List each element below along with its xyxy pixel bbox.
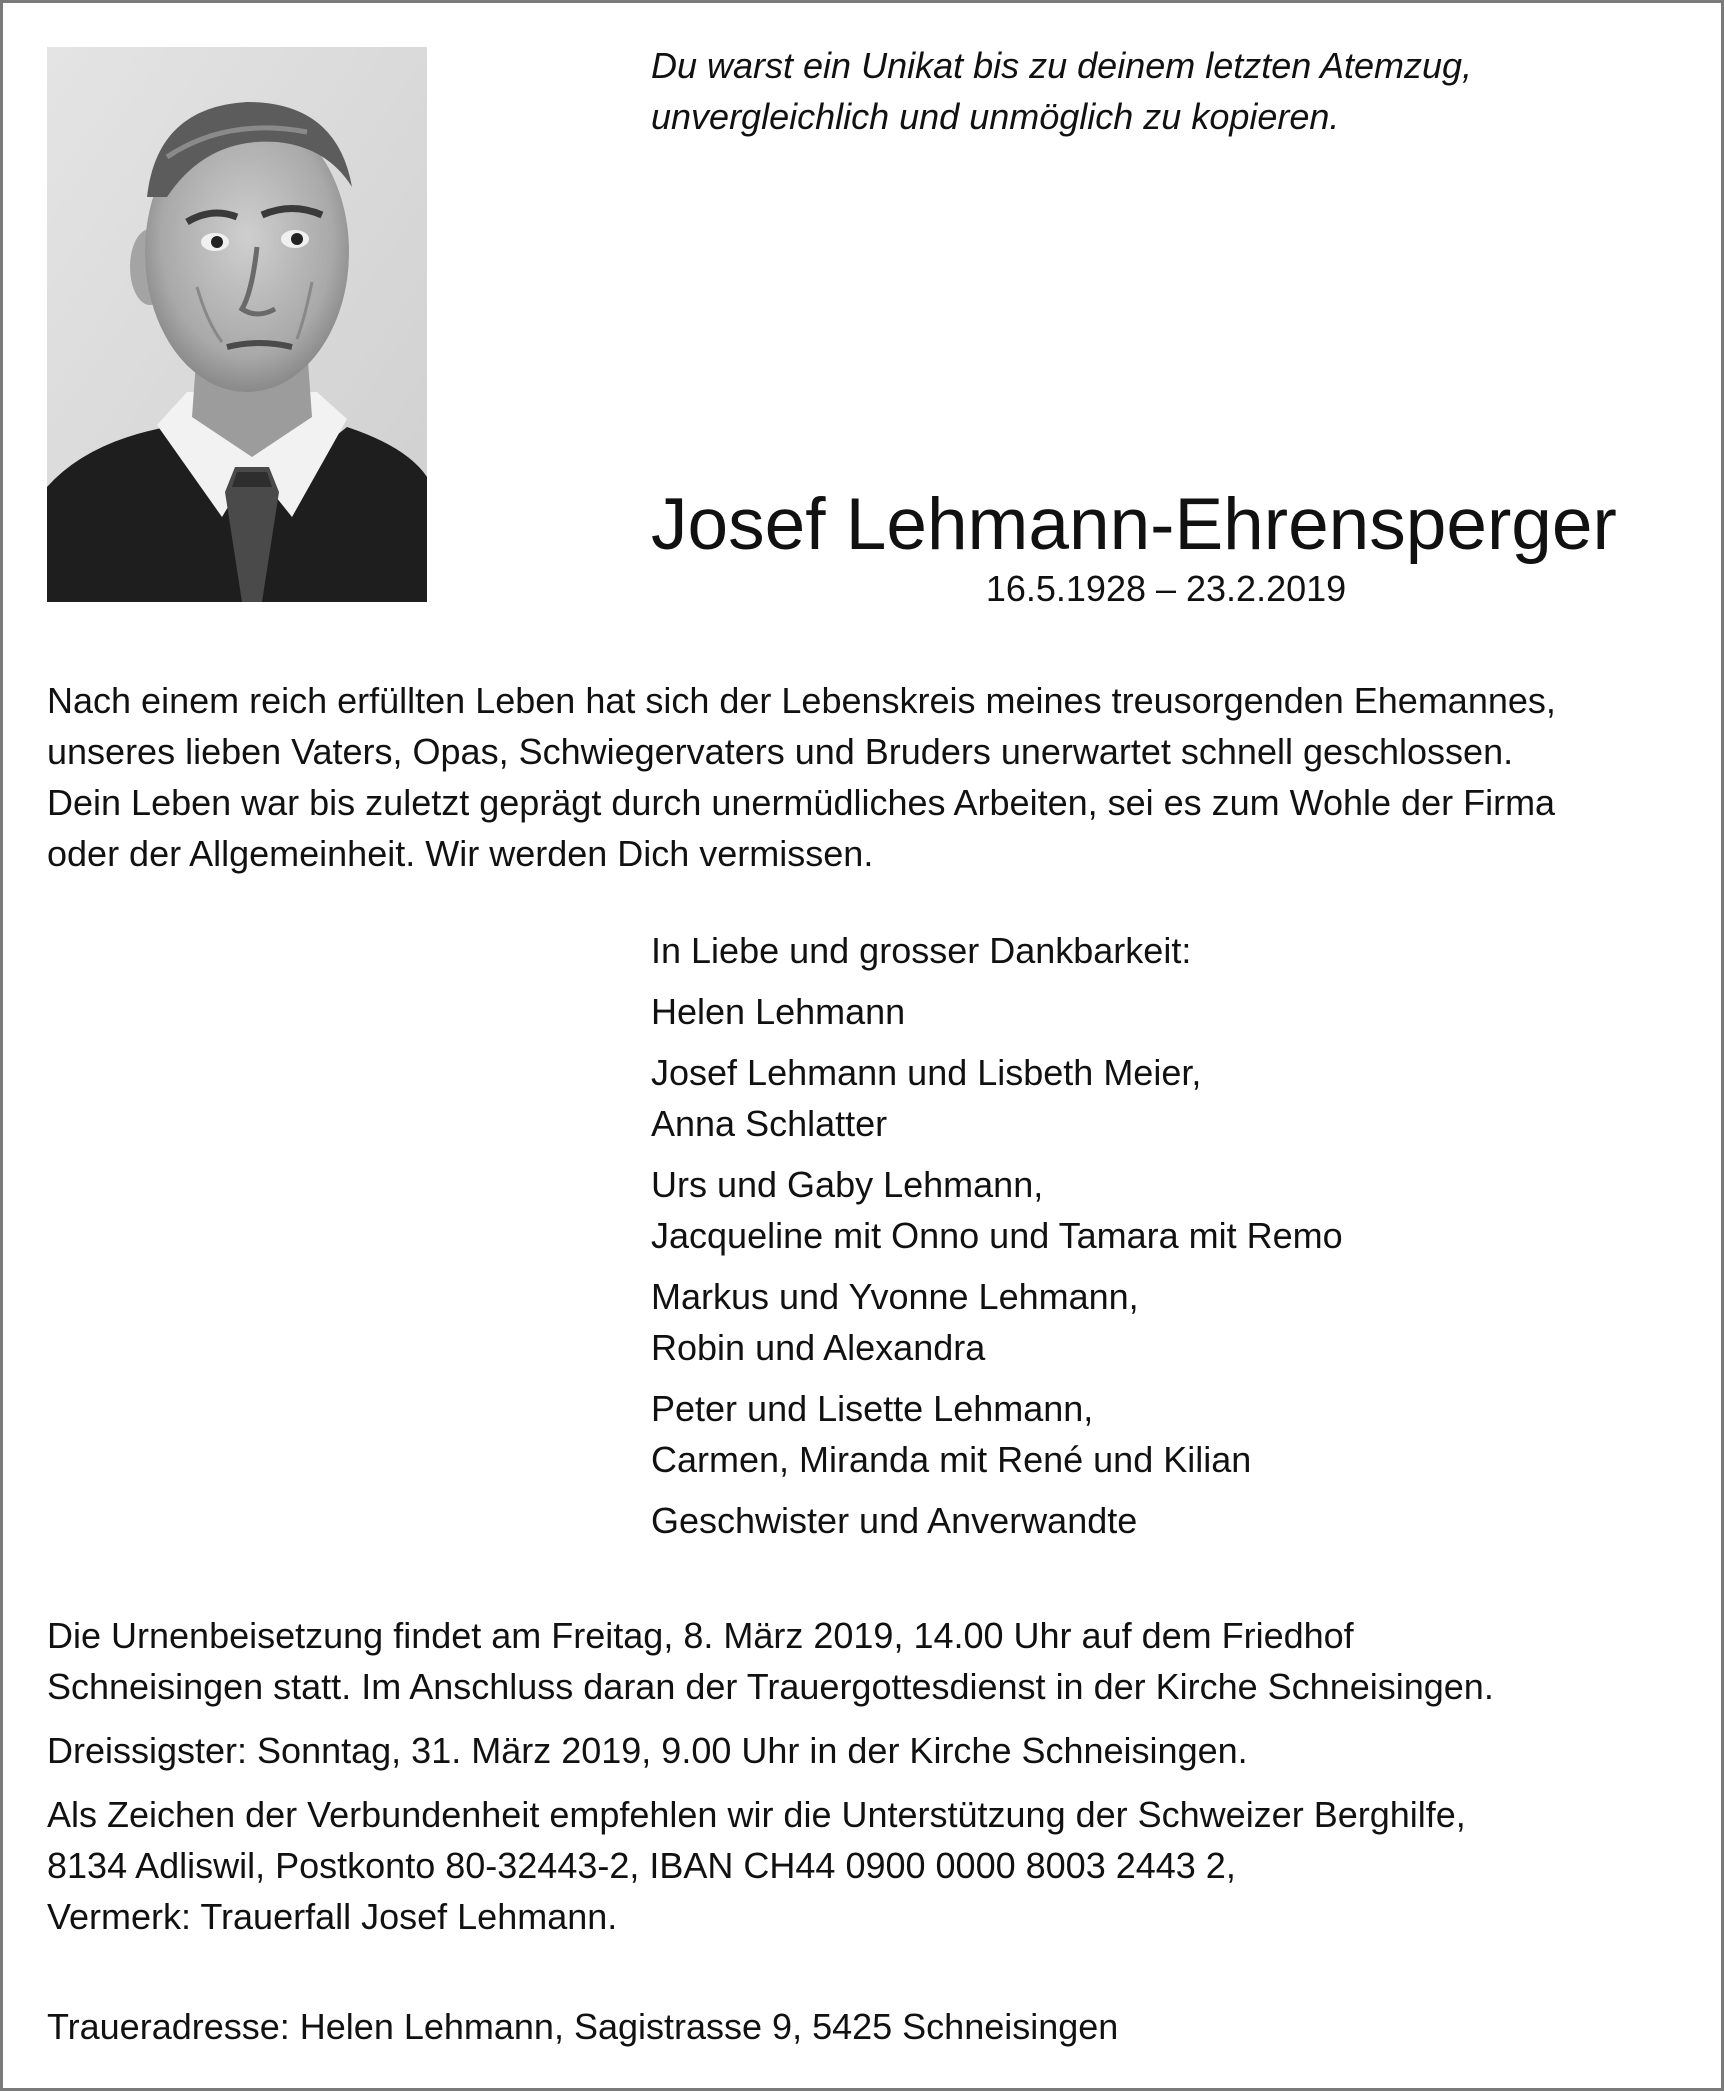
motto-line: unvergleichlich und unmöglich zu kopieren. [651,96,1340,137]
mourner-line: Josef Lehmann und Lisbeth Meier, [651,1052,1202,1093]
mourner-line: Helen Lehmann [651,991,906,1032]
info-line: Dreissigster: Sonntag, 31. März 2019, 9.00 Uhr in der Kirche Schneisingen. [47,1730,1248,1771]
mourner-group [651,1495,1681,1546]
mourner-group [651,1271,1681,1373]
motto-quote [651,40,1691,142]
mourner-line: Carmen, Miranda mit René und Kilian [651,1439,1252,1480]
mourner-group [651,1383,1681,1485]
mourner-group [651,986,1681,1037]
service-info [47,1610,1687,1955]
mourner-group [651,1159,1681,1261]
intro-line: Nach einem reich erfüllten Leben hat sich der Lebenskreis meines treusorgenden Ehemannes, [47,680,1556,721]
info-line: Schneisingen statt. Im Anschluss daran der Trauergottesdienst in der Kirche Schneisingen. [47,1666,1494,1707]
intro-line: oder der Allgemeinheit. Wir werden Dich vermissen. [47,833,874,874]
mourner-line: Jacqueline mit Onno und Tamara mit Remo [651,1215,1343,1256]
life-dates: 16.5.1928 – 23.2.2019 [985,568,1347,609]
motto-line: Du warst ein Unikat bis zu deinem letzten Atemzug, [651,45,1473,86]
intro-text [47,675,1687,879]
mourner-line: Peter und Lisette Lehmann, [651,1388,1094,1429]
mourners-list [651,925,1681,1556]
mourning-address: Traueradresse: Helen Lehmann, Sagistrasse 9, 5425 Schneisingen [47,2006,1119,2047]
memorial-mass-info [47,1725,1687,1776]
intro-line: Dein Leben war bis zuletzt geprägt durch unermüdliches Arbeiten, sei es zum Wohle der Firma [47,782,1556,823]
mourner-line: Anna Schlatter [651,1103,888,1144]
mourner-group [651,1047,1681,1149]
mourner-line: Geschwister und Anverwandte [651,1500,1138,1541]
info-line: 8134 Adliswil, Postkonto 80-32443-2, IBAN CH44 0900 0000 8003 2443 2, [47,1845,1236,1886]
mourner-line: Robin und Alexandra [651,1327,986,1368]
intro-line: unseres lieben Vaters, Opas, Schwiegervaters und Bruders unerwartet schnell geschlossen. [47,731,1514,772]
portrait-photo [47,47,427,602]
mourner-line: Markus und Yvonne Lehmann, [651,1276,1139,1317]
donation-info [47,1789,1687,1942]
info-line: Die Urnenbeisetzung findet am Freitag, 8. März 2019, 14.00 Uhr auf dem Friedhof [47,1615,1354,1656]
mourners-heading: In Liebe und grosser Dankbarkeit: [651,930,1192,971]
info-line: Vermerk: Trauerfall Josef Lehmann. [47,1896,618,1937]
deceased-name: Josef Lehmann-Ehrensperger [651,484,1617,565]
info-line: Als Zeichen der Verbundenheit empfehlen wir die Unterstützung der Schweizer Berghilfe, [47,1794,1466,1835]
mourner-line: Urs und Gaby Lehmann, [651,1164,1044,1205]
burial-info [47,1610,1687,1712]
